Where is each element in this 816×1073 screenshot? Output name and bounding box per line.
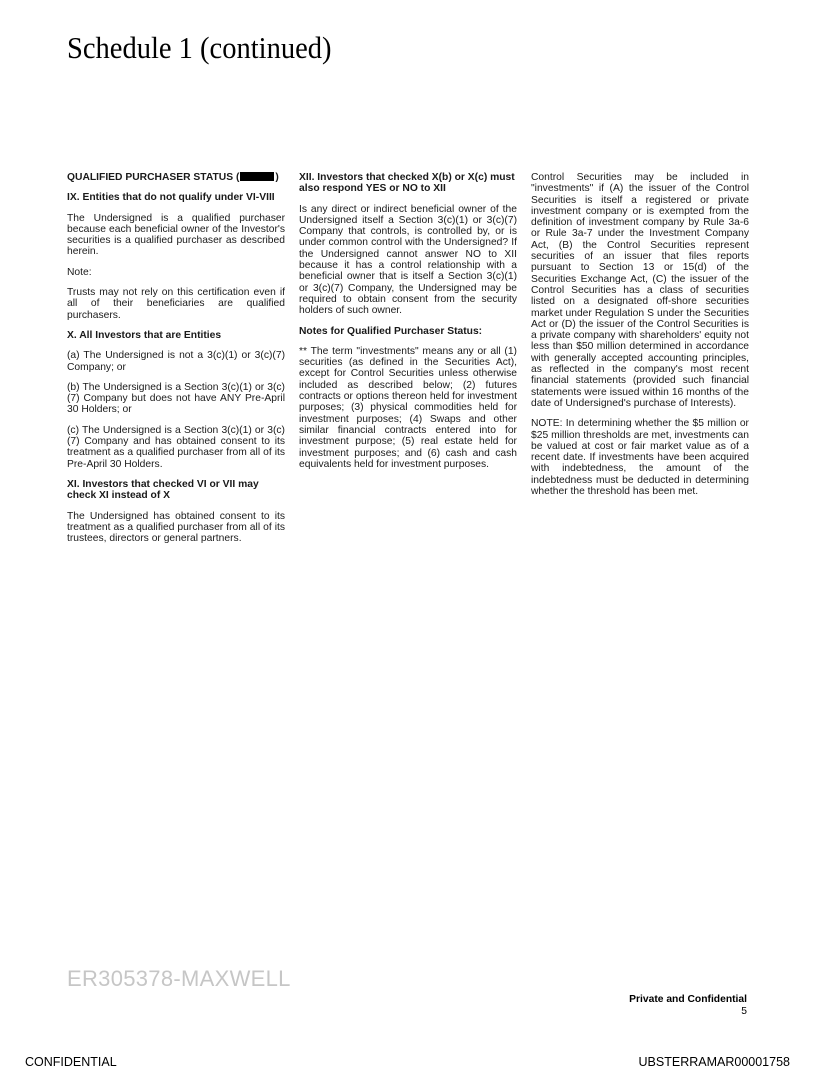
watermark: ER305378-MAXWELL (67, 966, 291, 991)
notes-heading: Notes for Qualified Purchaser Status: (299, 325, 483, 337)
section-xi-text: The Undersigned has obtained consent to its treatment as a qualified purchaser from all of its trustees, directors or general partners. (67, 510, 285, 545)
note-label: Note: (67, 266, 92, 278)
section-x-option-c: (c) The Undersigned is a Section 3(c)(1) or 3(c)(7) Company and has obtained consent to its treatment as a qualified purchaser from all of its Pre-April 30 Holders. (67, 424, 285, 470)
page-footer-block (629, 994, 747, 1018)
section-xii-text: Is any direct or indirect beneficial owner of the Undersigned itself a Section 3(c)(1) or 3(c)(7) Company that controls, is controlled by, or is under common control with the Undersigned? If the Undersigned cannot answer NO to XII because it has a control relationship with a beneficial owner that is itself a Section 3(c)(1) or 3(c)(7) Company, the Undersigned may be required to obtain consent from the security holders of such owner. (299, 203, 517, 317)
column-middle (299, 172, 517, 479)
private-confidential-label: Private and Confidential (629, 994, 747, 1005)
redaction-block (240, 172, 274, 181)
investments-definition-text: ** The term "investments" means any or all (1) securities (as defined in the Securities Act), except for Control Securities unless otherwise included as described below; (2) futures contracts or options thereon held for investment purposes; (3) physical commodities held for investment purposes; (4) Swaps and other similar financial contracts entered into for investment purpose; (5) real estate held for investment purposes; and (6) cash and cash equivalents held for investment purposes. (299, 345, 517, 470)
page-title: Schedule 1 (continued) (67, 30, 332, 65)
section-ix-text: The Undersigned is a qualified purchaser because each beneficial owner of the Investor's securities is a qualified purchaser as described herein. (67, 212, 285, 258)
section-x-heading: X. All Investors that are Entities (67, 329, 222, 341)
note-text: Trusts may not rely on this certification even if all of their beneficiaries are qualified purchasers. (67, 287, 285, 321)
qualified-purchaser-status-heading (67, 172, 285, 183)
section-xii-heading: XII. Investors that checked X(b) or X(c) must also respond YES or NO to XII (299, 172, 515, 195)
qp-heading-text: QUALIFIED PURCHASER STATUS ( (67, 172, 240, 183)
section-ix-heading: IX. Entities that do not qualify under VI-VIII (67, 192, 275, 204)
threshold-note-text: NOTE: In determining whether the $5 million or $25 million thresholds are met, investments can be valued at cost or fair market value as of a recent date. If investments have been acquired with indebtedness, the amount of the indebtedness must be deducted in determining whether the threshold has been met. (531, 418, 749, 498)
control-securities-text: Control Securities may be included in "investments" if (A) the issuer of the Control Securities is itself a registered or private investment company or is exempted from the definition of investment company by Rule 3a-6 or Rule 3a-7 under the Investment Company Act, (B) the Control Securities represent securities of an issuer that files reports pursuant to Section 13 or 15(d) of the Securities Exchange Act, (C) the issuer of the Control Securities has a class of securities listed on a designated off-shore securities market under Regulation S under the Securities Act or (D) the issuer of the Control Securities is a private company with shareholders' equity not less than $50 million determined in accordance with generally accepted accounting principles, as reflected in the company's most recent financial statements (provided such financial statements were issued within 16 months of the date of Undersigned's purchase of Interests). (531, 172, 749, 409)
qp-heading-close: ) (275, 172, 279, 183)
section-x-option-a: (a) The Undersigned is not a 3(c)(1) or 3(c)(7) Company; or (67, 350, 285, 373)
bates-number: UBSTERRAMAR00001758 (638, 1055, 790, 1069)
column-right (531, 172, 749, 506)
column-left (67, 172, 285, 553)
confidential-stamp: CONFIDENTIAL (25, 1055, 117, 1069)
section-x-option-b: (b) The Undersigned is a Section 3(c)(1) or 3(c)(7) Company but does not have ANY Pre-April 30 Holders; or (67, 381, 285, 416)
page-number: 5 (741, 1006, 747, 1017)
section-xi-heading: XI. Investors that checked VI or VII may check XI instead of X (67, 478, 259, 502)
